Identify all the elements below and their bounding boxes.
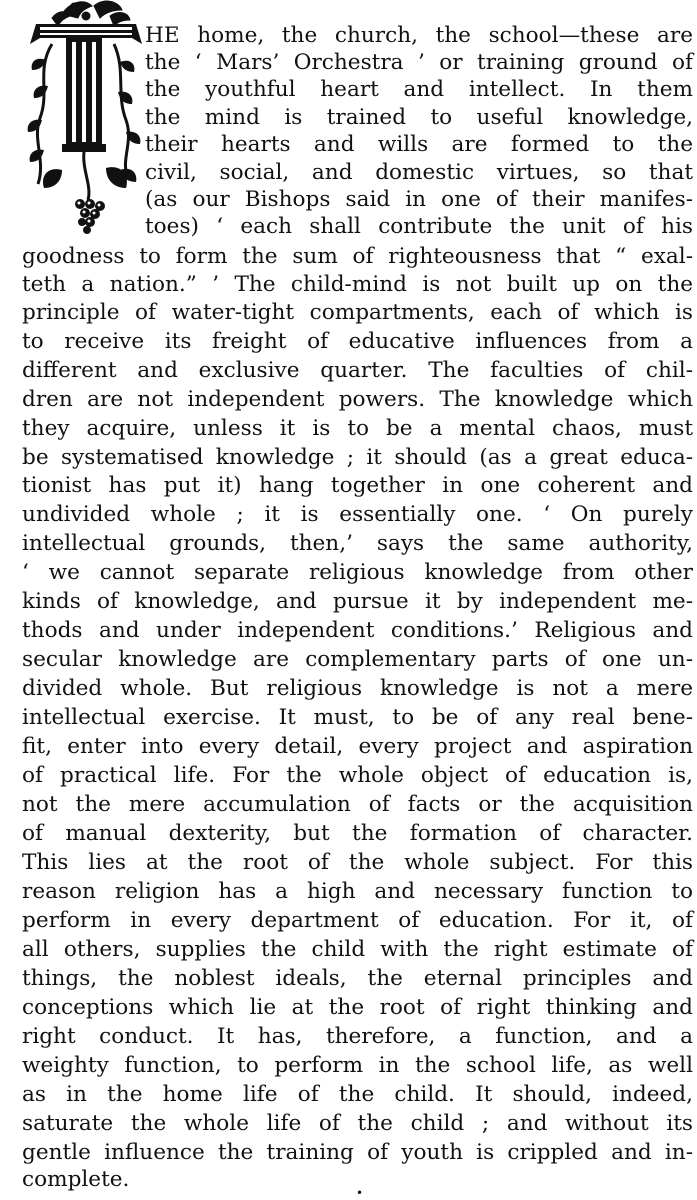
text-line: civil, social, and domestic virtues, so that — [145, 160, 693, 185]
text-line: the mind is trained to useful knowledge, — [145, 105, 693, 130]
text-line: intellectual grounds, then,’ says the same authority, — [22, 531, 693, 556]
text-line: This lies at the root of the whole subject. For this — [22, 850, 693, 875]
text-line: ‘ we cannot separate religious knowledge from other — [22, 560, 693, 585]
text-line: things, the noblest ideals, the eternal principles and — [22, 966, 693, 991]
text-line: thods and under independent conditions.’ Religious and — [22, 618, 693, 643]
text-line: kinds of knowledge, and pursue it by independent me- — [22, 589, 693, 614]
end-ornament: • — [356, 1186, 364, 1200]
text-line: teth a nation.” ’ The child-mind is not built up on the — [22, 272, 693, 297]
text-line: dren are not independent powers. The knowledge which — [22, 387, 693, 412]
text-line: HE home, the church, the school—these are — [145, 23, 693, 48]
text-line: of practical life. For the whole object of education is, — [22, 763, 693, 788]
text-line: secular knowledge are complementary parts of one un- — [22, 647, 693, 672]
text-line: their hearts and wills are formed to the — [145, 132, 693, 157]
text-line: (as our Bishops said in one of their manifes- — [145, 187, 693, 212]
text-line: goodness to form the sum of righteousness that “ exal- — [22, 244, 693, 269]
text-line: to receive its freight of educative influences from a — [22, 329, 693, 354]
text-line: conceptions which lie at the root of right thinking and — [22, 995, 693, 1020]
text-line: saturate the whole life of the child ; and without its — [22, 1111, 693, 1136]
text-line: fit, enter into every detail, every project and aspiration — [22, 734, 693, 759]
ornamental-dropcap-t — [22, 0, 144, 240]
text-line: the ‘ Mars’ Orchestra ’ or training ground of — [145, 50, 693, 75]
text-line: intellectual exercise. It must, to be of any real bene- — [22, 705, 693, 730]
text-line: divided whole. But religious knowledge is not a mere — [22, 676, 693, 701]
text-line: they acquire, unless it is to be a mental chaos, must — [22, 416, 693, 441]
text-line: weighty function, to perform in the school life, as well — [22, 1053, 693, 1078]
text-line: as in the home life of the child. It should, indeed, — [22, 1082, 693, 1107]
text-line: be systematised knowledge ; it should (as a great educa- — [22, 445, 693, 470]
text-line: not the mere accumulation of facts or the acquisition — [22, 792, 693, 817]
text-line: toes) ‘ each shall contribute the unit of his — [145, 214, 693, 239]
text-line: gentle influence the training of youth is crippled and in- — [22, 1140, 693, 1165]
text-line: reason religion has a high and necessary function to — [22, 879, 693, 904]
text-line: right conduct. It has, therefore, a function, and a — [22, 1024, 693, 1049]
text-line: all others, supplies the child with the right estimate of — [22, 937, 693, 962]
text-line: undivided whole ; it is essentially one. ‘ On purely — [22, 502, 693, 527]
text-line: complete. — [22, 1167, 130, 1192]
text-line: different and exclusive quarter. The faculties of chil- — [22, 358, 693, 383]
text-line: the youthful heart and intellect. In them — [145, 77, 693, 102]
text-line: perform in every department of education. For it, of — [22, 908, 693, 933]
text-line: tionist has put it) hang together in one coherent and — [22, 473, 693, 498]
text-line: of manual dexterity, but the formation of character. — [22, 821, 693, 846]
text-line: principle of water-tight compartments, each of which is — [22, 300, 693, 325]
